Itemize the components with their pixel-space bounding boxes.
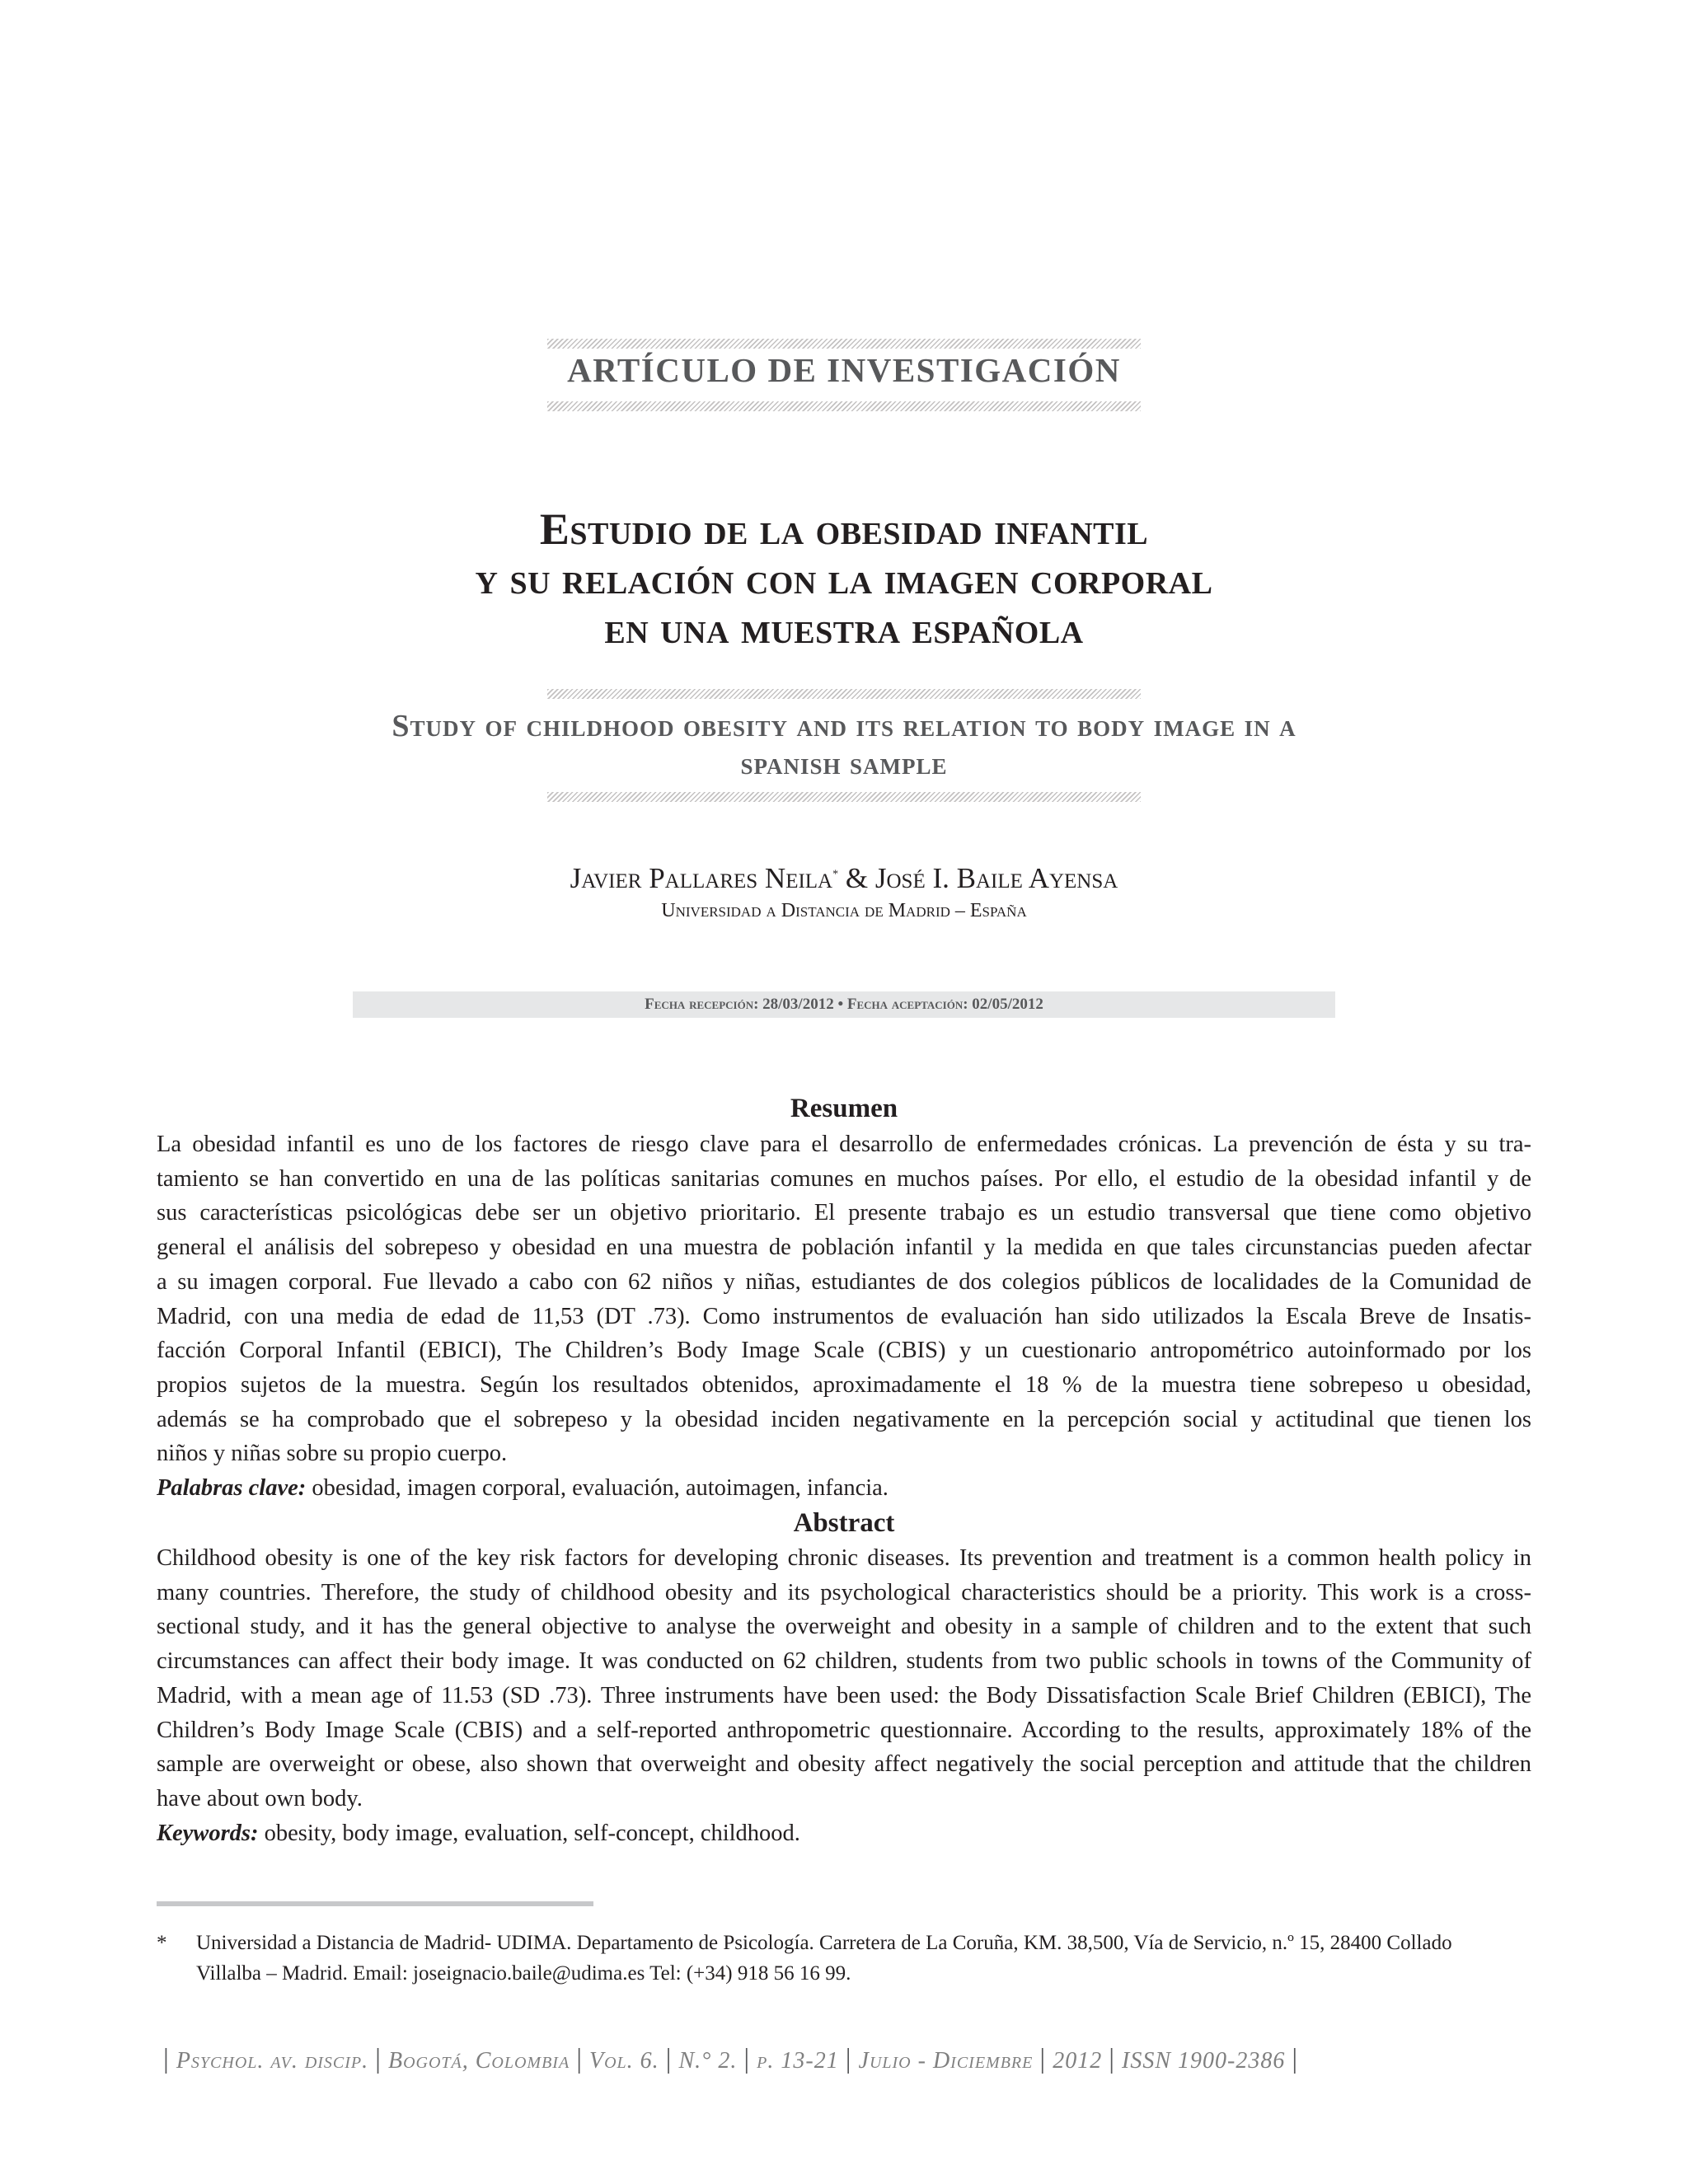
- footnote-mark: *: [157, 1932, 167, 1954]
- hatch-rule-mid-1: [547, 689, 1141, 699]
- footer-separator: |: [743, 2044, 751, 2074]
- footer-number: N.° 2.: [678, 2048, 738, 2074]
- abstract-paragraph: [157, 1541, 1531, 1816]
- footnote-line: Universidad a Distancia de Madrid- UDIMA. Departamento de Psicología. Carretera de La Coruña, KM. 38,500, Vía de Servicio, n.º 15, 28400 Collado: [196, 1932, 1452, 1954]
- article-title-spanish: [165, 504, 1523, 653]
- footer-issn: ISSN 1900-2386: [1122, 2048, 1286, 2074]
- author-footnote-mark: *: [832, 868, 839, 881]
- resumen-keywords: [157, 1471, 1531, 1506]
- hatch-rule-top-2: [547, 401, 1141, 411]
- resumen-line: sus características psicológicas debe ser un objetivo prioritario. El presente trabajo es un estudio transversal que tiene como objetivo: [157, 1200, 1531, 1226]
- author-conjunction: &: [838, 862, 875, 894]
- footer-separator: |: [375, 2044, 382, 2074]
- resumen-line: tamiento se han convertido en una de las políticas sanitarias comunes en muchos países. Por ello, el estudio de la obesidad infantil y de: [157, 1165, 1531, 1192]
- resumen-keywords-label: Palabras clave:: [157, 1475, 307, 1501]
- author-2: José I. Baile Ayensa: [874, 862, 1118, 894]
- footer-separator: |: [1039, 2044, 1047, 2074]
- footer-separator: |: [163, 2044, 170, 2074]
- title-en-line: Study of childhood obesity and its relation to body image in a: [392, 709, 1296, 743]
- abstract-line: sample are overweight or obese, also shown that overweight and obesity affect negatively the social perception and attitude that the children: [157, 1751, 1531, 1778]
- abstract-line: circumstances can affect their body image. It was conducted on 62 children, students from two public schools in towns of the Community of: [157, 1648, 1531, 1675]
- footer-separator: |: [1109, 2044, 1115, 2074]
- footer-separator: |: [576, 2044, 583, 2074]
- resumen-line: facción Corporal Infantil (EBICI), The Children’s Body Image Scale (CBIS) y un cuestionario antropométrico autoinformado por los: [157, 1338, 1531, 1364]
- abstract-keywords: [157, 1816, 1531, 1851]
- resumen-line: niños y niñas sobre su propio cuerpo.: [157, 1441, 508, 1467]
- abstract-line: have about own body.: [157, 1785, 363, 1811]
- footnote-rule: [157, 1901, 593, 1906]
- footer-separator: |: [665, 2044, 673, 2074]
- resumen-line: propios sujetos de la muestra. Según los resultados obtenidos, aproximadamente el 18 % de la muestra tiene sobrepeso u obesidad,: [157, 1371, 1531, 1398]
- resumen-heading: Resumen: [790, 1094, 898, 1123]
- footer-separator: |: [845, 2044, 852, 2074]
- abstract-line: many countries. Therefore, the study of childhood obesity and its psychological characteristics should be a priority. This work is a cross-: [157, 1579, 1531, 1605]
- affiliation: Universidad a Distancia de Madrid – España: [661, 900, 1027, 921]
- resumen-line: Madrid, con una media de edad de 11,53 (DT .73). Como instrumentos de evaluación han sido utilizados la Escala Breve de Insatis-: [157, 1303, 1531, 1329]
- author-1: Javier Pallares Neila: [570, 862, 833, 894]
- resumen-line: a su imagen corporal. Fue llevado a cabo con 62 niños y niñas, estudiantes de dos colegios públicos de localidades de la Comunidad de: [157, 1268, 1531, 1295]
- abstract-line: Children’s Body Image Scale (CBIS) and a self-reported anthropometric questionnaire. According to the results, approximately 18% of the: [157, 1717, 1531, 1743]
- abstract-heading: Abstract: [793, 1508, 895, 1538]
- footnote-line: Villalba – Madrid. Email: joseignacio.baile@udima.es Tel: (+34) 918 56 16 99.: [196, 1962, 851, 1985]
- hatch-rule-top-1: [547, 339, 1141, 349]
- footer-volume: Vol. 6.: [589, 2048, 659, 2074]
- title-es-line: en una muestra española: [604, 603, 1084, 653]
- footer-pages: p. 13-21: [757, 2048, 839, 2074]
- abstract-line: Childhood obesity is one of the key risk factors for developing chronic diseases. Its prevention and treatment is a common health policy in: [157, 1545, 1531, 1571]
- journal-footer: [157, 2044, 1305, 2075]
- footer-journal: Psychol. av. discip.: [176, 2048, 369, 2074]
- footer-place: Bogotá, Colombia: [387, 2048, 570, 2074]
- resumen-line: La obesidad infantil es uno de los factores de riesgo clave para el desarrollo de enfermedades crónicas. La prevención de ésta y su tra-: [157, 1132, 1531, 1157]
- dates-bar: Fecha recepción: 28/03/2012 • Fecha aceptación: 02/05/2012: [353, 991, 1335, 1018]
- authors-line: [0, 862, 1688, 895]
- title-es-line: y su relación con la imagen corporal: [475, 554, 1213, 603]
- abstract-keywords-text: obesity, body image, evaluation, self-concept, childhood.: [258, 1821, 800, 1846]
- section-label: ARTÍCULO DE INVESTIGACIÓN: [567, 351, 1121, 389]
- abstract-keywords-label: Keywords:: [157, 1821, 259, 1846]
- resumen-paragraph: [157, 1127, 1531, 1471]
- abstract-line: sectional study, and it has the general objective to analyse the overweight and obesity in a sample of children and to the extent that such: [157, 1614, 1531, 1640]
- resumen-keywords-text: obesidad, imagen corporal, evaluación, autoimagen, infancia.: [306, 1475, 889, 1501]
- abstract-line: Madrid, with a mean age of 11.53 (SD .73). Three instruments have been used: the Body Dissatisfaction Scale Brief Children (EBICI), The: [157, 1682, 1531, 1708]
- hatch-rule-mid-2: [547, 792, 1141, 802]
- footer-year: 2012: [1053, 2048, 1103, 2074]
- footnote-text: [196, 1928, 1531, 1989]
- resumen-line: general el análisis del sobrepeso y obesidad en una muestra de población infantil y la medida en que tales circunstancias pueden afectar: [157, 1235, 1531, 1261]
- footer-separator: |: [1292, 2044, 1299, 2074]
- article-title-english: [165, 707, 1523, 783]
- footer-period: Julio - Diciembre: [858, 2048, 1034, 2074]
- title-es-line: Estudio de la obesidad infantil: [539, 504, 1149, 554]
- resumen-line: además se ha comprobado que el sobrepeso y la obesidad inciden negativamente en la percepción social y actitudinal que tienen los: [157, 1406, 1531, 1432]
- title-en-line: spanish sample: [740, 747, 948, 781]
